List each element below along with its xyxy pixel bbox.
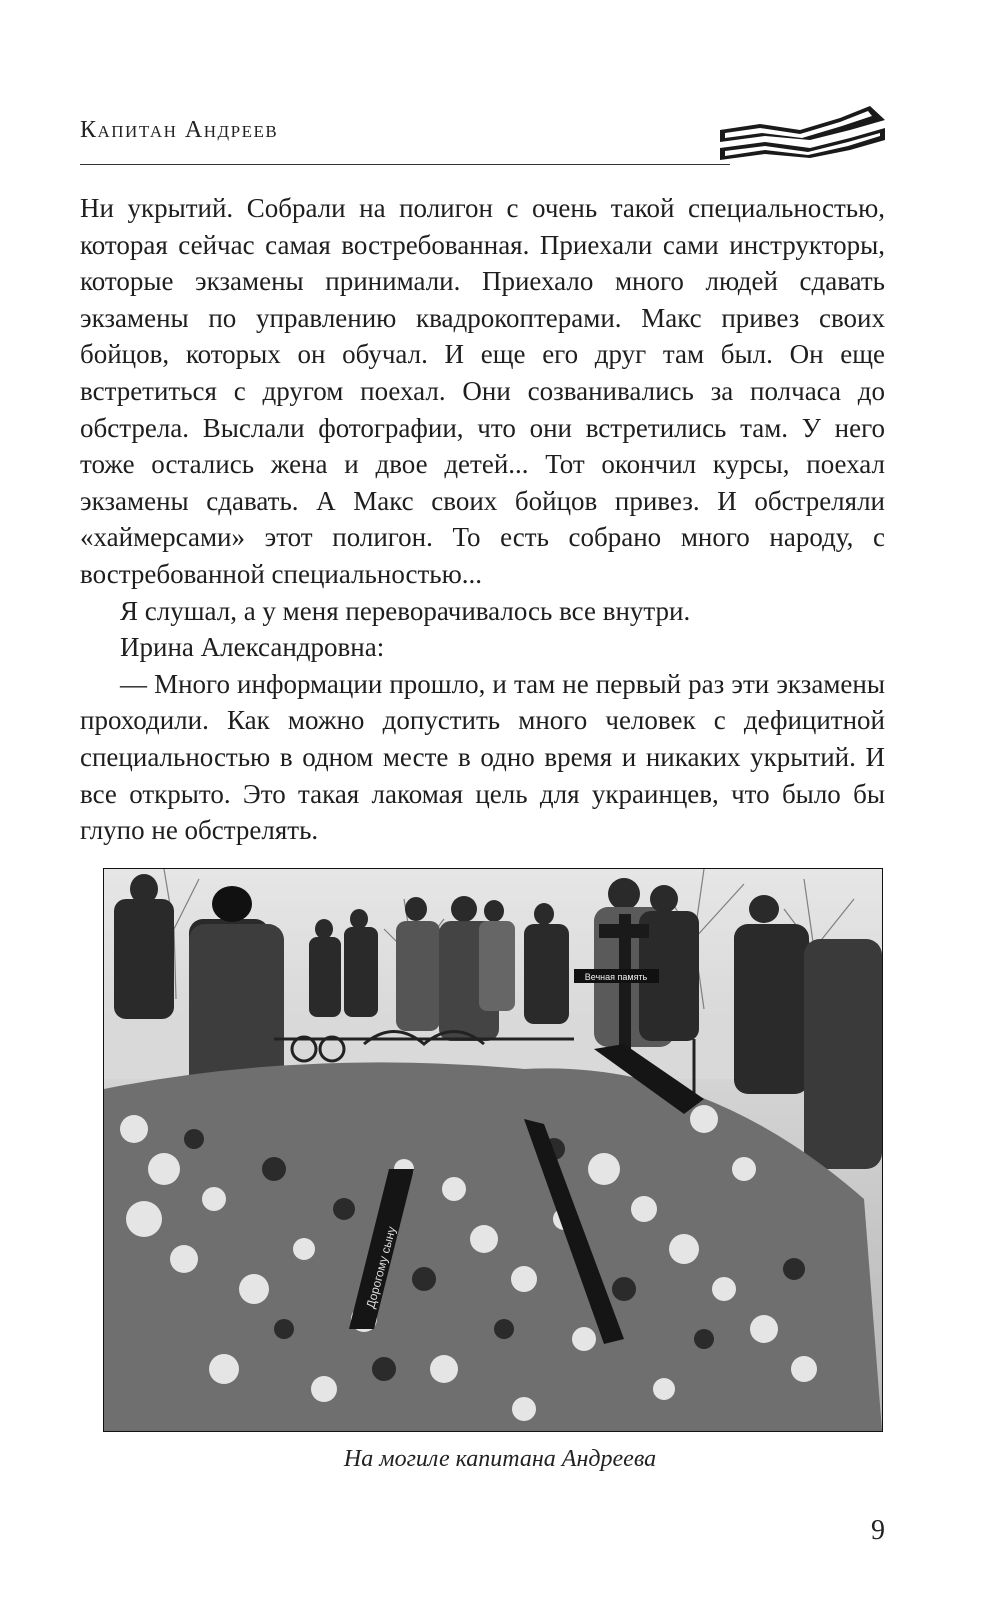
paragraph-4: — Много информации прошло, и там не первый раз эти экзамены проходили. Как можно допустить много человек с дефицитной специальностью в одном месте в одно время и никаких укрытий. И все открыто. Это такая лакомая цель для украинцев, что было бы глупо не обстрелять. — [80, 668, 885, 846]
photo-caption: На могиле капитана Андреева — [343, 1446, 657, 1472]
cross-ribbon-label: Вечная память — [584, 972, 648, 982]
paragraph-3: Ирина Александровна: — [120, 632, 385, 663]
body-text — [80, 190, 885, 849]
st-george-ribbon-icon — [720, 100, 885, 170]
paragraph-2: Я слушал, а у меня переворачивалось все внутри. — [120, 595, 691, 626]
header-rule — [80, 164, 730, 165]
running-header-title: Капитан Андреев — [80, 117, 279, 143]
paragraph-1: Ни укрытий. Собрали на полигон с очень такой специальностью, которая сейчас самая востребованная. Приехали сами инструкторы, которые экзамены принимали. Приехало много людей сдавать экзамены по управлению квадрокоптерами. Макс привез своих бойцов, которых он обучал. И еще его друг там был. Он еще встретиться с другом поехал. Они созванивались за полчаса до обстрела. Выслали фотографии, что они встретились там. У него тоже остались жена и двое детей... Тот окончил курсы, поехал экзамены сдавать. А Макс своих бойцов привез. И обстреляли «хаймерсами» этот полигон. То есть собрано много народу, с востребованной специальностью... — [80, 193, 885, 589]
wreath-ribbon-label: Дорогому сыну — [363, 1224, 399, 1310]
grave-photo — [103, 868, 883, 1432]
page-number: 9 — [871, 1515, 885, 1546]
